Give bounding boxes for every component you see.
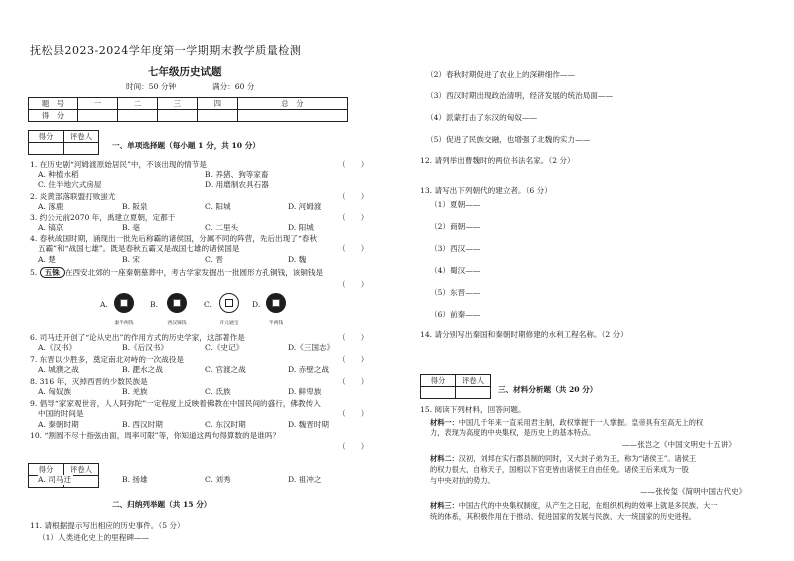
option: A. 种植水稻 [38,170,79,179]
option: B. 养猪、狗等家畜 [205,170,269,179]
answer-paren[interactable]: （ ） [338,213,369,222]
option-letter: C. [204,300,212,309]
option: C. 阳城 [205,202,231,211]
answer-paren[interactable]: （ ） [338,442,369,451]
answer-paren[interactable]: （ ） [338,160,369,169]
coin-caption: 开元通宝 [219,321,239,326]
question-stem: 11. 请根据提示写出相应的历史事件。（5 分） [30,521,185,530]
coin-caption: 西汉铢钱 [167,321,187,326]
grader-score-label: 得分 [29,464,64,476]
option: C. 东汉时期 [205,420,246,429]
score-table-header: 二 [117,98,157,110]
fill-item [426,91,613,101]
material-source: ——张传玺《简明中国古代史》 [640,487,747,496]
option: C. 刘秀 [205,475,231,484]
section3-heading: 三、材料分析题（共 20 分） [498,385,598,394]
answer-paren[interactable]: （ ） [338,333,369,342]
question-stem: 1. 在历史剧“河姆渡原始居民”中，不该出现的情节是 [30,160,207,169]
question-stem-text: 在西安北郊的一座秦朝墓葬中，考古学家发掘出一批圆形方孔铜钱，该铜钱是 [64,268,324,277]
question-stem: 15. 阅读下列材料，回答问题。 [420,405,526,414]
option: A. 楚 [38,255,56,264]
fill-item [426,70,575,80]
question-number: 5. [30,268,40,277]
fill-item: （6）前秦—— [430,310,481,319]
time-info: 时间：50 分钟 [126,82,177,91]
option-letter: A. [100,300,108,309]
option: B. 西汉时期 [122,420,163,429]
material-label: 材料二： [430,454,459,463]
question-stem: 6. 司马迁开创了“论从史出”的作用方式的历史学家，这部著作是 [30,333,245,342]
question-stem: 12. 请列举出曹魏时的两位书法名家。（2 分） [420,156,575,165]
option: D. 魏 [288,255,307,264]
option: C. 住半地穴式房屋 [38,180,102,189]
fill-item-label: （2）春秋时期促进了农业上的深耕细作—— [426,70,576,79]
material-label: 材料三： [430,501,459,510]
material-text: 中国几千年来一直采用君主制，政权掌握于一人掌握。皇帝具有至高无上的权 [458,418,704,427]
material-3 [430,501,718,511]
coin-image [219,293,239,313]
fill-item-label: （5）促进了民族交融，也增强了北魏的实力—— [426,135,591,144]
question-stem: 8. 316 年，灭掉西晋的少数民族是 [30,377,148,386]
material-label: 材料一： [430,418,459,427]
option: C.《史记》 [205,343,244,352]
option-letter: B. [150,300,158,309]
answer-paren[interactable]: （ ） [338,377,369,386]
coin-caption: 半两钱 [268,321,284,326]
answer-paren[interactable]: （ ） [338,192,369,201]
grader-reviewer-label: 评卷人 [456,375,491,387]
material-2 [430,454,696,464]
material-text: 的权力很大，自称天子，国相以下官吏皆由诸侯王自由任免。诸侯王后来成为一股 [430,465,689,474]
score-table-header: 一 [78,98,118,110]
option: A. 秦朝时期 [38,420,79,429]
option: B. 宋 [122,255,141,264]
question-stem: 4. 春秋战国时期，涌现出一批先后称霸的诸侯国，分属不同的阵营，先后出现了“春秋 [30,234,317,243]
option: D. 阳城 [288,223,314,232]
option: B.《后汉书》 [122,343,168,352]
option: B. 亳 [122,223,141,232]
grader-reviewer-cell[interactable] [456,387,491,399]
option: B. 羌族 [122,387,148,396]
option: D. 祖冲之 [288,475,322,484]
section2-heading: 二、归纳列举题（共 15 分） [112,500,212,509]
score-table-row-label: 得 分 [29,110,78,122]
score-cell[interactable] [157,110,197,122]
score-table-header: 四 [197,98,237,110]
option: D. 河姆渡 [288,202,322,211]
option-letter: D. [252,300,261,309]
fill-item-label: （1）人类进化史上的里程碑—— [38,533,150,542]
material-text: 中国古代的中央集权制度，从产生之日起，在组织机构的效率上就是多民族、大一 [458,501,718,510]
fill-item: （3）西汉—— [430,244,481,253]
option: A.《汉书》 [38,343,77,352]
grader-score-label: 得分 [421,375,456,387]
option: D.《三国志》 [288,343,335,352]
option: A. 司马迁 [38,475,72,484]
grader-box [420,374,491,399]
question-stem-cont: 中国的时间是 [38,409,84,418]
grader-score-cell[interactable] [29,143,64,155]
material-text: 汉初，刘邦在实行郡县制的同时，又大封子弟为王，称为“诸侯王”。诸侯王 [458,454,697,463]
question-stem-cont: 五霸”和“战国七雄”。既是春秋五霸又是战国七雄的诸侯国是 [38,244,240,253]
option: D. 鲜卑族 [288,387,322,396]
material-text: 力，表现为高度的中央集权，是历史上的基本特点。 [430,428,596,437]
coin-image [114,293,134,313]
fill-item [426,135,590,145]
score-cell[interactable] [237,110,347,122]
option: B. 淝水之战 [122,365,163,374]
option: D. 赤壁之战 [288,365,330,374]
grader-reviewer-cell[interactable] [64,143,99,155]
option: A. 城濮之战 [38,365,79,374]
grader-reviewer-label: 评卷人 [64,464,99,476]
option: B. 扬雄 [122,475,148,484]
option: D. 用磨制农具石器 [205,180,269,189]
material-text: 与中央对抗的势力。 [430,476,495,485]
question-stem: 7. 东晋以少胜多，奠定南北对峙的一次战役是 [30,355,184,364]
score-cell[interactable] [117,110,157,122]
fill-item [426,113,537,123]
option: A. 镐京 [38,223,64,232]
grader-reviewer-label: 评卷人 [64,131,99,143]
fill-item-label: （4）派蒙打击了东汉的匈奴—— [426,113,538,122]
answer-paren[interactable]: （ ） [338,355,369,364]
question-stem: 14. 请分别写出秦国和秦朝时期修建的水利工程名称。（2 分） [420,330,628,339]
material-1 [430,418,703,428]
answer-paren[interactable]: （ ） [338,280,369,289]
question-stem: 13. 请写出下列朝代的建立者。（6 分） [420,186,552,195]
question-stem: 9. 倡导“家家观世音，人人阿弥陀”一定程度上反映着佛教在中国民间的盛行，佛教传入 [30,399,321,408]
fill-item-label: （3）西汉时期出现政治清明，经济发展的统治局面—— [426,91,614,100]
option: C. 氐族 [205,387,231,396]
answer-blank-box: 五铢 [40,267,65,278]
question-stem [30,268,323,278]
fill-item: （5）东晋—— [430,288,481,297]
coin-image [167,293,187,313]
answer-paren[interactable]: （ ） [338,409,369,418]
grader-score-cell[interactable] [421,387,456,399]
score-table-header: 题 号 [29,98,78,110]
score-table-header: 三 [157,98,197,110]
exam-title: 抚松县2023-2024学年度第一学期期末教学质量检测 [30,44,302,57]
question-stem: 2. 炎黄部落联盟打败蚩尤 [30,192,116,201]
score-table [28,97,348,122]
question-stem: 10. “割圆不尽十指弦由面，周率可限”等，你知道这两句得算数的是谁吗？ [30,431,281,440]
option: B. 阪泉 [122,202,148,211]
answer-paren[interactable]: （ ） [338,244,369,253]
option: D. 魏晋时期 [288,420,330,429]
fill-item: （4）蜀汉—— [430,266,481,275]
score-cell[interactable] [78,110,118,122]
score-cell[interactable] [197,110,237,122]
option: C. 晋 [205,255,223,264]
score-table-header: 总 分 [237,98,347,110]
option: C. 二里头 [205,223,239,232]
material-source: ——张岂之《中国文明史十五讲》 [622,440,736,449]
option: C. 官渡之战 [205,365,246,374]
fill-item: （1）夏朝—— [430,200,481,209]
fill-item: （2）商朝—— [430,222,481,231]
option: A. 涿鹿 [38,202,64,211]
paper-title: 七年级历史试题 [148,66,222,78]
question-stem: 3. 约公元前2070 年，禹建立夏朝，定都于 [30,213,176,222]
grader-box [28,130,99,155]
grader-score-label: 得分 [29,131,64,143]
option: A. 匈奴族 [38,387,72,396]
coin-image [266,293,286,313]
score-info: 满分：60 分 [212,82,255,91]
fill-item [38,533,149,543]
section1-heading: 一、单项选择题（每小题 1 分，共 10 分） [112,141,260,150]
coin-caption: 秦半两钱 [114,321,134,326]
material-text: 统的体系，其积极作用在于推动、促进国家的发展与民族、大一统国家的历史进程。 [430,512,696,521]
